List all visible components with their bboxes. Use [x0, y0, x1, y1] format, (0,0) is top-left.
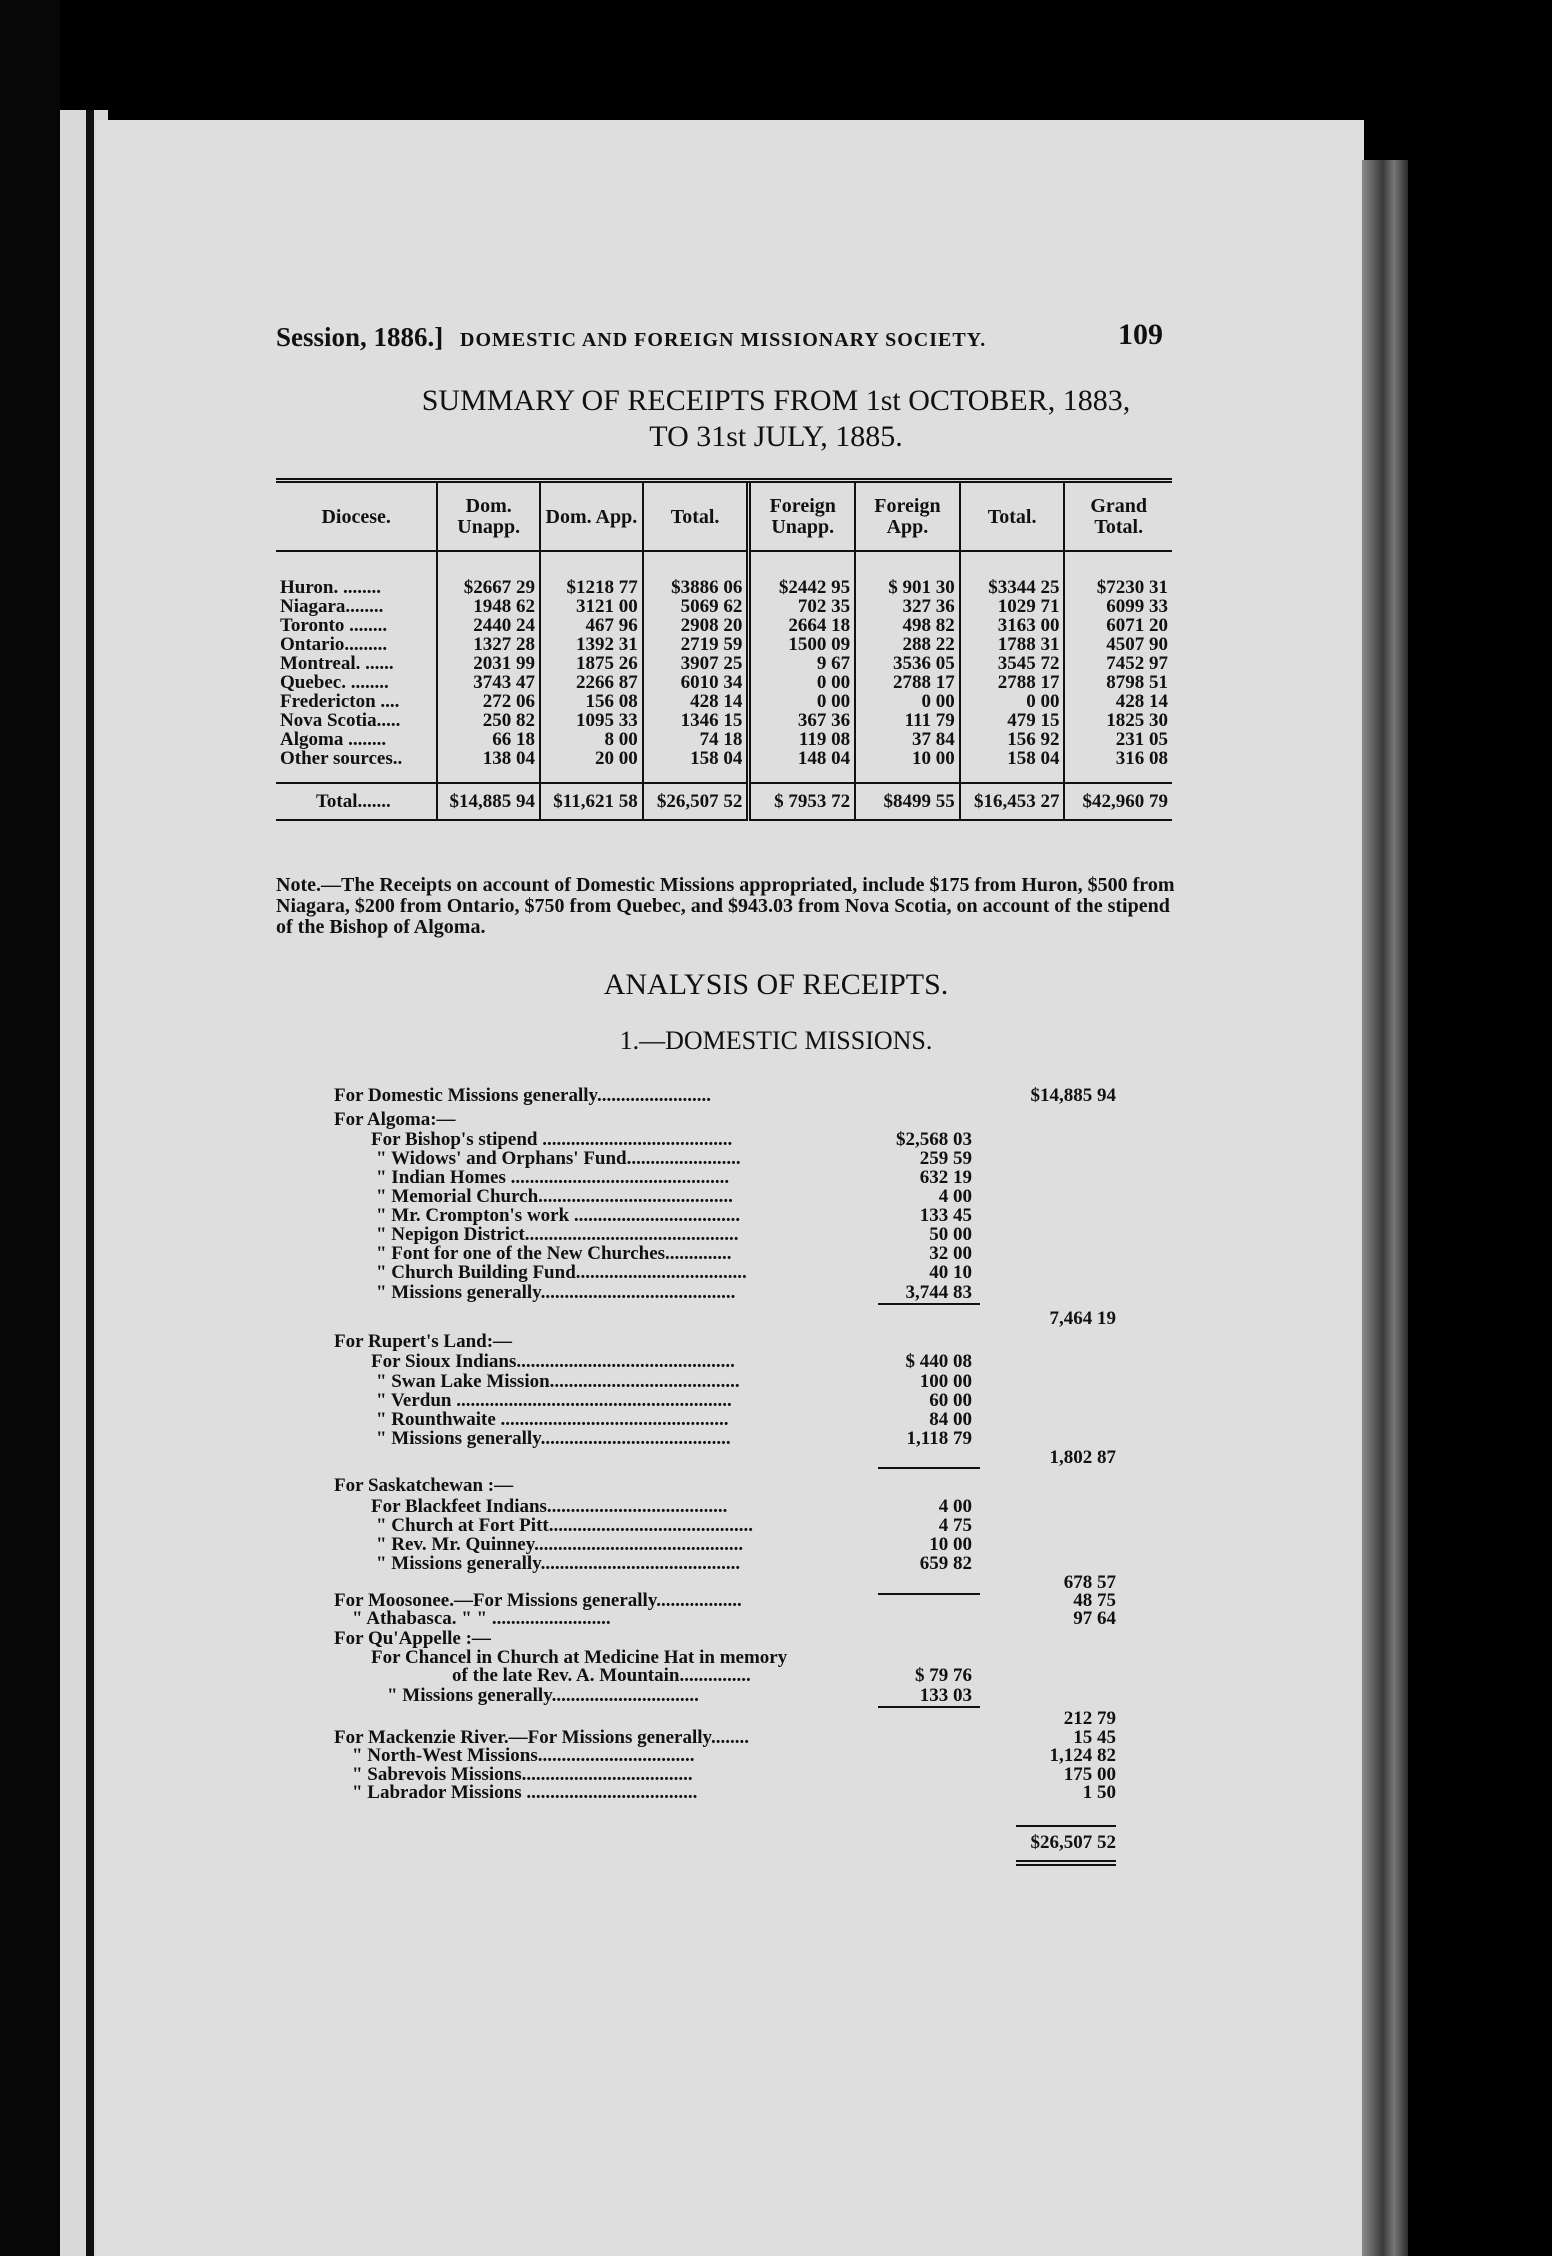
cell-for-app: 10 00 [855, 749, 960, 783]
ledger-line-label: " Labrador Missions .................................... [352, 1782, 698, 1803]
diocese-name: Toronto ........ [280, 615, 388, 636]
cell-for-unapp: $2442 95 [749, 551, 855, 597]
cell-grand: 6071 20 [1064, 616, 1172, 635]
cell-dom-unapp: $2667 29 [437, 551, 540, 597]
cell-dom-app: 2266 87 [540, 673, 643, 692]
ledger-subtotal-amount: 4 75 [938, 1515, 972, 1536]
ledger-subtotal-amount: 3,744 83 [905, 1282, 972, 1303]
ledger-line-label: For Blackfeet Indians...................................... [371, 1496, 728, 1517]
cell-grand: 4507 90 [1064, 635, 1172, 654]
society-name: DOMESTIC AND FOREIGN MISSIONARY SOCIETY. [460, 329, 987, 351]
cell-for-unapp: 119 08 [749, 730, 855, 749]
total-dom-unapp: $14,885 94 [437, 783, 540, 820]
ledger-line-label: " Missions generally............................... [387, 1685, 699, 1706]
ledger-total-amount: 1,802 87 [1049, 1447, 1116, 1468]
table-row [276, 730, 1172, 749]
cell-for-unapp: 9 67 [749, 654, 855, 673]
ledger-subtotal-amount: 133 03 [919, 1685, 972, 1706]
cell-for-unapp: 0 00 [749, 692, 855, 711]
ledger-subtotal-amount: 4 00 [938, 1186, 972, 1207]
diocese-name: Algoma ........ [280, 729, 387, 750]
ledger-line-label: " Verdun .......................................................... [376, 1390, 732, 1411]
ledger-line-label: For Moosonee.—For Missions generally.................. [334, 1590, 742, 1611]
col-header-dom-unapp: Dom. Unapp. [437, 482, 540, 551]
cell-dom-total: 2719 59 [643, 635, 749, 654]
cell-for-total: 1029 71 [960, 597, 1065, 616]
ledger-line-label: " Missions generally......................................... [376, 1282, 736, 1303]
col-header-grand-total: Grand Total. [1064, 482, 1172, 551]
cell-for-app: 2788 17 [855, 673, 960, 692]
col-header-dom-app: Dom. App. [540, 482, 643, 551]
cell-for-unapp: 0 00 [749, 673, 855, 692]
cell-for-total: 3545 72 [960, 654, 1065, 673]
cell-dom-total: 74 18 [643, 730, 749, 749]
ledger-line-label: " Missions generally.......................................... [376, 1553, 741, 1574]
total-foreign-app: $8499 55 [855, 783, 960, 820]
total-dom-total: $26,507 52 [643, 783, 749, 820]
ledger-subtotal-amount: 10 00 [929, 1534, 972, 1555]
cell-dom-app: 8 00 [540, 730, 643, 749]
cell-dom-unapp: 3743 47 [437, 673, 540, 692]
cell-for-app: 0 00 [855, 692, 960, 711]
ledger-total-amount: 1,124 82 [1049, 1745, 1116, 1766]
cell-dom-total: 428 14 [643, 692, 749, 711]
ledger-line-label: For Domestic Missions generally........................ [334, 1085, 711, 1106]
ledger-rule [878, 1467, 980, 1469]
total-label: Total....... [276, 783, 437, 820]
ledger-line-label: " Indian Homes .............................................. [376, 1167, 730, 1188]
ledger-line-label: " Sabrevois Missions.................................... [352, 1764, 693, 1785]
cell-for-app: 37 84 [855, 730, 960, 749]
summary-table [276, 482, 1172, 821]
table-row [276, 635, 1172, 654]
table-row [276, 673, 1172, 692]
ledger-subtotal-amount: 659 82 [919, 1553, 972, 1574]
cell-for-total: 156 92 [960, 730, 1065, 749]
ledger-line-label: For Qu'Appelle :— [334, 1628, 491, 1649]
diocese-name: Huron. ........ [280, 577, 382, 598]
cell-for-total: 479 15 [960, 711, 1065, 730]
cell-dom-unapp: 250 82 [437, 711, 540, 730]
ledger-subtotal-amount: 50 00 [929, 1224, 972, 1245]
diocese-name: Other sources.. [280, 748, 403, 769]
cell-dom-app: 1095 33 [540, 711, 643, 730]
table-row [276, 692, 1172, 711]
ledger-subtotal-amount: 40 10 [929, 1262, 972, 1283]
cell-for-total: 158 04 [960, 749, 1065, 783]
cell-dom-app: 467 96 [540, 616, 643, 635]
total-foreign-total: $16,453 27 [960, 783, 1065, 820]
cell-for-app: 111 79 [855, 711, 960, 730]
total-grand: $42,960 79 [1064, 783, 1172, 820]
ledger-line-label: " Athabasca. " " ......................... [352, 1608, 611, 1629]
ledger-total-amount: $14,885 94 [1030, 1085, 1116, 1106]
diocese-name: Ontario......... [280, 634, 388, 655]
cell-for-total: 3163 00 [960, 616, 1065, 635]
ledger-line-label: For Mackenzie River.—For Missions generally........ [334, 1727, 749, 1748]
cell-dom-total: 1346 15 [643, 711, 749, 730]
ledger-subtotal-amount: 1,118 79 [906, 1428, 972, 1449]
table-row [276, 551, 1172, 597]
cell-for-app: 327 36 [855, 597, 960, 616]
cell-dom-unapp: 1327 28 [437, 635, 540, 654]
ledger-line-label: " Church Building Fund.................................... [376, 1262, 747, 1283]
ledger-line-label: " Missions generally........................................ [376, 1428, 731, 1449]
ledger-subtotal-amount: 60 00 [929, 1390, 972, 1411]
col-header-foreign-unapp: Foreign Unapp. [749, 482, 855, 551]
ledger-subtotal-amount: 259 59 [919, 1148, 972, 1169]
cell-for-app: 288 22 [855, 635, 960, 654]
ledger-line-label: " Swan Lake Mission........................................ [376, 1371, 740, 1392]
note-paragraph: Note.—The Receipts on account of Domestic Missions appropriated, include $175 from Huron, $500 from Niagara, $200 from Ontario, $750 from Quebec, and $943.03 from Nova Scotia, on account of the stipend of the Bishop of Algoma. [276, 874, 1175, 938]
cell-dom-total: 6010 34 [643, 673, 749, 692]
ledger-line-label: For Chancel in Church at Medicine Hat in memory [371, 1647, 788, 1668]
ledger-rule [1016, 1864, 1116, 1866]
cell-dom-total: 2908 20 [643, 616, 749, 635]
ledger-line-label: " North-West Missions................................. [352, 1745, 695, 1766]
ledger-line-label: For Rupert's Land:— [334, 1331, 513, 1352]
diocese-name: Fredericton .... [280, 691, 400, 712]
col-header-dom-total: Total. [643, 482, 749, 551]
ledger-subtotal-amount: 32 00 [929, 1243, 972, 1264]
cell-for-unapp: 148 04 [749, 749, 855, 783]
cell-for-total: $3344 25 [960, 551, 1065, 597]
table-header-row [276, 482, 1172, 551]
cell-for-total: 1788 31 [960, 635, 1065, 654]
cell-dom-total: 3907 25 [643, 654, 749, 673]
col-header-foreign-total: Total. [960, 482, 1065, 551]
page-number: 109 [1118, 318, 1163, 351]
ledger-subtotal-amount: 100 00 [919, 1371, 972, 1392]
ledger-line-label: " Widows' and Orphans' Fund........................ [376, 1148, 741, 1169]
cell-for-total: 2788 17 [960, 673, 1065, 692]
cell-for-unapp: 2664 18 [749, 616, 855, 635]
cell-dom-app: 1392 31 [540, 635, 643, 654]
ledger-subtotal-amount: $ 79 76 [915, 1665, 972, 1686]
ledger-line-label: For Saskatchewan :— [334, 1475, 514, 1496]
total-foreign-unapp: $ 7953 72 [749, 783, 855, 820]
cell-dom-unapp: 66 18 [437, 730, 540, 749]
ledger-line-label: " Nepigon District............................................. [376, 1224, 739, 1245]
table-row [276, 749, 1172, 783]
ledger-rule [878, 1593, 980, 1595]
ledger-rule [1016, 1860, 1116, 1862]
ledger-rule [1016, 1825, 1116, 1827]
ledger-subtotal-amount: 4 00 [938, 1496, 972, 1517]
cell-for-app: 3536 05 [855, 654, 960, 673]
cell-grand: 8798 51 [1064, 673, 1172, 692]
ledger-subtotal-amount: $ 440 08 [905, 1351, 972, 1372]
ledger-total-amount: 97 64 [1073, 1608, 1116, 1629]
total-row [276, 783, 1172, 820]
cell-dom-unapp: 2440 24 [437, 616, 540, 635]
cell-dom-unapp: 1948 62 [437, 597, 540, 616]
cell-grand: 7452 97 [1064, 654, 1172, 673]
ledger-subtotal-amount: 133 45 [919, 1205, 972, 1226]
cell-grand: 6099 33 [1064, 597, 1172, 616]
cell-grand: 316 08 [1064, 749, 1172, 783]
cell-for-unapp: 702 35 [749, 597, 855, 616]
cell-for-unapp: 1500 09 [749, 635, 855, 654]
page-edge-right [1362, 160, 1408, 2256]
ledger-subtotal-amount: $2,568 03 [896, 1129, 972, 1150]
ledger-grand-total: $26,507 52 [1030, 1832, 1116, 1853]
ledger-total-amount: 1 50 [1082, 1782, 1116, 1803]
analysis-title: ANALYSIS OF RECEIPTS. [603, 968, 949, 1001]
scan-margin-left [0, 0, 60, 2256]
ledger-line-label: For Sioux Indians.............................................. [371, 1351, 735, 1372]
col-header-foreign-app: Foreign App. [855, 482, 960, 551]
cell-grand: 428 14 [1064, 692, 1172, 711]
ledger-total-amount: 7,464 19 [1049, 1308, 1116, 1329]
cell-for-total: 0 00 [960, 692, 1065, 711]
table-row [276, 711, 1172, 730]
ledger-rule [878, 1706, 980, 1708]
cell-for-app: 498 82 [855, 616, 960, 635]
ledger-line-label: For Bishop's stipend ........................................ [371, 1129, 733, 1150]
cell-dom-unapp: 138 04 [437, 749, 540, 783]
cell-dom-total: 158 04 [643, 749, 749, 783]
session-label: Session, 1886.] [276, 322, 444, 352]
cell-grand: 1825 30 [1064, 711, 1172, 730]
diocese-name: Montreal. ...... [280, 653, 394, 674]
ledger-total-amount: 212 79 [1063, 1708, 1116, 1729]
ledger-line-label: " Memorial Church......................................... [376, 1186, 733, 1207]
ledger-total-amount: 48 75 [1073, 1590, 1116, 1611]
total-dom-app: $11,621 58 [540, 783, 643, 820]
ledger-rule [878, 1303, 980, 1305]
ledger-line-label: " Church at Fort Pitt........................................... [376, 1515, 753, 1536]
summary-title-line2: TO 31st JULY, 1885. [649, 420, 903, 453]
cell-dom-app: 3121 00 [540, 597, 643, 616]
table-row [276, 654, 1172, 673]
running-header [276, 322, 986, 353]
cell-dom-app: $1218 77 [540, 551, 643, 597]
ledger-line-label: For Algoma:— [334, 1109, 456, 1130]
ledger-subtotal-amount: 632 19 [919, 1167, 972, 1188]
diocese-name: Nova Scotia..... [280, 710, 401, 731]
ledger-line-label: of the late Rev. A. Mountain............... [452, 1665, 751, 1686]
ledger-total-amount: 15 45 [1073, 1727, 1116, 1748]
cell-dom-unapp: 2031 99 [437, 654, 540, 673]
ledger-line-label: " Font for one of the New Churches.............. [376, 1243, 732, 1264]
cell-for-unapp: 367 36 [749, 711, 855, 730]
cell-dom-app: 1875 26 [540, 654, 643, 673]
cell-dom-total: $3886 06 [643, 551, 749, 597]
cell-for-app: $ 901 30 [855, 551, 960, 597]
ledger-total-amount: 678 57 [1063, 1572, 1116, 1593]
ledger-total-amount: 175 00 [1063, 1764, 1116, 1785]
cell-dom-app: 20 00 [540, 749, 643, 783]
ledger-line-label: " Mr. Crompton's work ................................... [376, 1205, 741, 1226]
col-header-diocese: Diocese. [276, 482, 437, 551]
cell-dom-total: 5069 62 [643, 597, 749, 616]
cell-grand: 231 05 [1064, 730, 1172, 749]
table-row [276, 597, 1172, 616]
summary-title-line1: SUMMARY OF RECEIPTS FROM 1st OCTOBER, 1883, [421, 384, 1131, 417]
ledger-line-label: " Rev. Mr. Quinney............................................ [376, 1534, 744, 1555]
diocese-name: Niagara........ [280, 596, 384, 617]
ledger-subtotal-amount: 84 00 [929, 1409, 972, 1430]
table-row [276, 616, 1172, 635]
cell-dom-app: 156 08 [540, 692, 643, 711]
ledger-line-label: " Rounthwaite ................................................ [376, 1409, 729, 1430]
diocese-name: Quebec. ........ [280, 672, 389, 693]
cell-dom-unapp: 272 06 [437, 692, 540, 711]
cell-grand: $7230 31 [1064, 551, 1172, 597]
domestic-missions-heading: 1.—DOMESTIC MISSIONS. [619, 1026, 933, 1055]
